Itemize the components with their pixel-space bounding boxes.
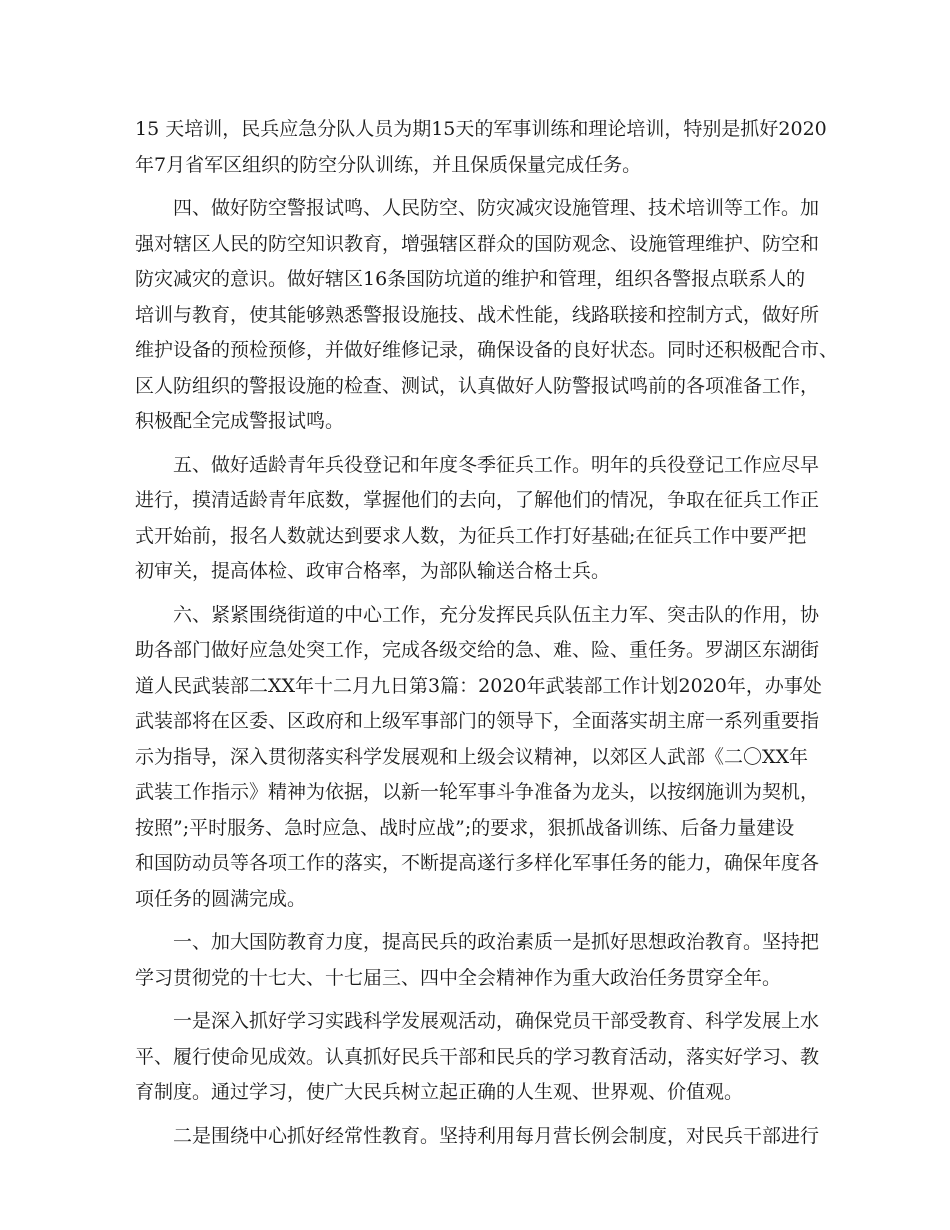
text-line: 培训与教育，使其能够熟悉警报设施技、战术性能，线路联接和控制方式，做好所 — [135, 303, 820, 326]
text-line: 五、做好适龄青年兵役登记和年度冬季征兵工作。明年的兵役登记工作应尽早 — [173, 453, 820, 476]
text-line: 一是深入抓好学习实践科学发展观活动，确保党员干部受教育、科学发展上水 — [173, 1010, 820, 1032]
text-line: 项任务的圆满完成。 — [135, 887, 307, 910]
text-line: 进行，摸清适龄青年底数，掌握他们的去向，了解他们的情况，争取在征兵工作正 — [135, 489, 820, 511]
text-line: 二是围绕中心抓好经常性教育。坚持利用每月营长例会制度，对民兵干部进行 — [173, 1124, 820, 1147]
text-line: 武装工作指示》精神为依据，以新一轮军事斗争准备为龙头，以按纲施训为契机， — [135, 781, 820, 803]
paragraph — [135, 1119, 821, 1155]
text-line: 区人防组织的警报设施的检查、测试，认真做好人防警报试鸣前的各项准备工作， — [135, 374, 820, 397]
text-line: 武装部将在区委、区政府和上级军事部门的领导下，全面落实胡主席一系列重要指 — [135, 710, 820, 732]
text-line: 防灾减灾的意识。做好辖区16条国防坑道的维护和管理，组织各警报点联系人的 — [135, 268, 806, 290]
paragraph — [135, 598, 821, 918]
text-line: 15 天培训，民兵应急分队人员为期15天的军事训练和理论培训，特别是抓好2020 — [135, 118, 827, 140]
text-line: 道人民武装部二XX年十二月九日第3篇：2020年武装部工作计划2020年，办事处 — [135, 674, 822, 697]
text-line: 和国防动员等各项工作的落实，不断提高遂行多样化军事任务的能力，确保年度各 — [135, 852, 820, 874]
text-line: 四、做好防空警报试鸣、人民防空、防灾减灾设施管理、技术培训等工作。加 — [173, 197, 820, 219]
text-line: 式开始前，报名人数就达到要求人数，为征兵工作打好基础;在征兵工作中要严把 — [135, 524, 807, 547]
text-line: 平、履行使命见成效。认真抓好民兵干部和民兵的学习教育活动，落实好学习、教 — [135, 1045, 820, 1068]
text-line: 年7月省军区组织的防空分队训练，并且保质保量完成任务。 — [135, 153, 642, 176]
text-line: 强对辖区人民的防空知识教育，增强辖区群众的国防观念、设施管理维护、防空和 — [135, 232, 820, 255]
text-line: 六、紧紧围绕街道的中心工作，充分发挥民兵队伍主力军、突击队的作用，协 — [173, 603, 820, 626]
paragraph-gap — [135, 996, 821, 1004]
text-line: 按照”;平时服务、急时应急、战时应战”;的要求，狠抓战备训练、后备力量建设 — [135, 816, 795, 839]
paragraph-gap — [135, 440, 821, 448]
paragraph-gap — [135, 590, 821, 598]
text-line: 维护设备的预检预修，并做好维修记录，确保设备的良好状态。同时还积极配合市、 — [135, 339, 839, 361]
paragraph — [135, 191, 839, 440]
text-line: 示为指导，深入贯彻落实科学发展观和上级会议精神，以郊区人武部《二〇XX年 — [135, 745, 809, 768]
text-line: 一、加大国防教育力度，提高民兵的政治素质一是抓好思想政治教育。坚持把 — [173, 931, 820, 953]
paragraph-gap — [135, 917, 821, 925]
paragraph — [135, 925, 821, 996]
paragraph — [135, 448, 821, 590]
text-line: 初审关，提高体检、政审合格率，为部队输送合格士兵。 — [135, 560, 611, 582]
text-line: 育制度。通过学习，使广大民兵树立起正确的人生观、世界观、价值观。 — [135, 1081, 744, 1103]
paragraph-gap — [135, 1111, 821, 1119]
text-line: 学习贯彻党的十七大、十七届三、四中全会精神作为重大政治任务贯穿全年。 — [135, 966, 782, 989]
paragraph-gap — [135, 183, 821, 191]
document-body — [135, 112, 839, 1154]
text-line: 助各部门做好应急处突工作，完成各级交给的急、难、险、重任务。罗湖区东湖街 — [135, 639, 820, 661]
paragraph — [135, 1004, 821, 1111]
paragraph — [135, 112, 827, 183]
text-line: 积极配全完成警报试鸣。 — [135, 410, 345, 432]
